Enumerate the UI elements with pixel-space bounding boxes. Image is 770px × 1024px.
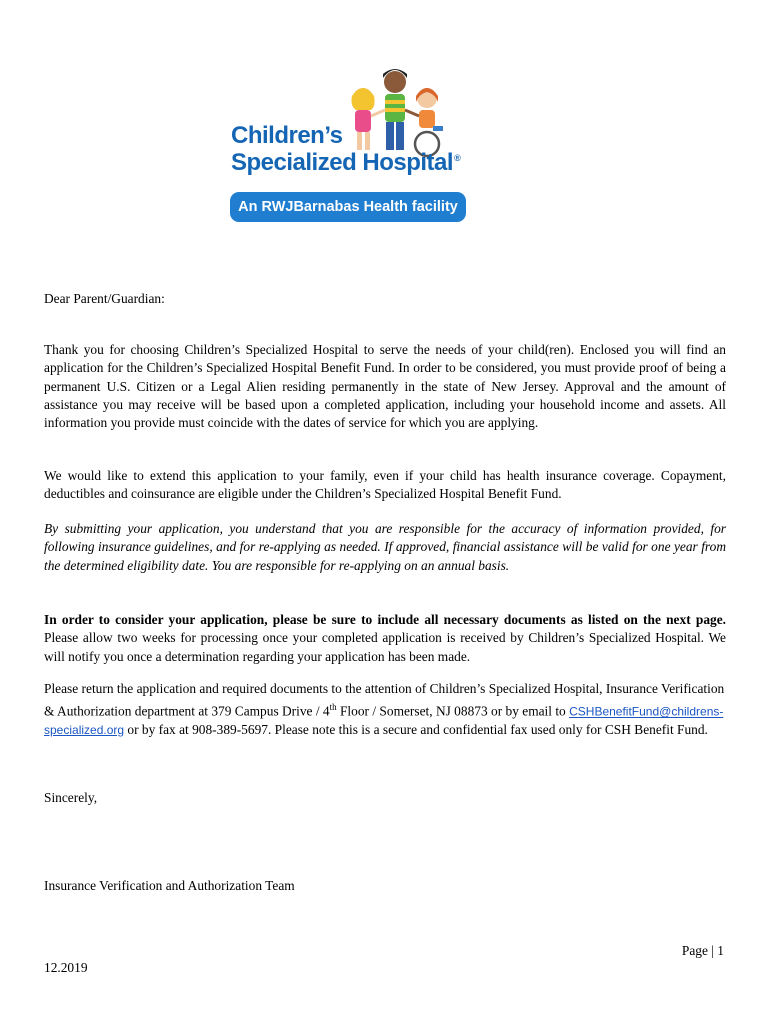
hospital-name-line1: Children’s — [231, 122, 343, 149]
document-date: 12.2019 — [44, 960, 88, 975]
return-text-c: or by fax at 908-389-5697. Please note this is a secure and confidential fax used only for CSH Benefit Fund. — [124, 722, 708, 738]
documents-rest: Please allow two weeks for processing once your completed application is received by Children’s Specialized Hospital. We will notify you once a determination regarding your application has been made. — [44, 630, 726, 664]
hospital-name-line2-text: Specialized Hospital — [231, 149, 454, 176]
paragraph-intro: Thank you for choosing Children’s Specialized Hospital to serve the needs of your child(ren). Enclosed you will find an application for the Children’s Specialized Hospital Benefit Fund. In order to be considered, you must provide proof of being a permanent U.S. Citizen or a Legal Alien residing permanently in the state of New Jersey. Approval and the amount of assistance you may receive will be based upon a completed application, including your household income and assets. All information you provide must coincide with the dates of service for which you are applying. — [44, 342, 726, 431]
return-text-a: Please return the application and required documents to the attention of Children’s Specialized Hospital, Insurance Verification & Authorization department at 379 Campus Drive / 4 — [44, 681, 725, 719]
registered-mark: ® — [454, 153, 461, 163]
signature: Insurance Verification and Authorization Team — [44, 878, 295, 893]
return-text-b: Floor / Somerset, NJ 08873 or by email to — [336, 703, 570, 719]
hospital-logo — [225, 60, 475, 228]
closing: Sincerely, — [44, 790, 98, 805]
paragraph-documents — [44, 611, 726, 666]
hospital-name-line2 — [231, 147, 460, 174]
logo-tagline: An RWJBarnabas Health facility — [230, 192, 466, 222]
hospital-name — [231, 122, 461, 176]
documents-emphasis: In order to consider your application, please be sure to include all necessary documents as listed on the next page. — [44, 612, 726, 627]
floor-ordinal: th — [329, 702, 337, 713]
page-number: Page | 1 — [681, 943, 724, 958]
paragraph-return — [44, 680, 726, 739]
paragraph-coverage: We would like to extend this application to your family, even if your child has health insurance coverage. Copayment, deductibles and coinsurance are eligible under the Children’s Specialized Hospital Benefit Fund. — [44, 468, 726, 502]
paragraph-responsibility: By submitting your application, you understand that you are responsible for the accuracy of information provided, for following insurance guidelines, and for re-applying as needed. If approved, financial assistance will be valid for one year from the determined eligibility date. You are responsible for re-applying on an annual basis. — [44, 521, 726, 573]
greeting: Dear Parent/Guardian: — [44, 291, 165, 306]
email-link[interactable]: CSHBenefitFund@childrens-specialized.org — [44, 704, 724, 738]
